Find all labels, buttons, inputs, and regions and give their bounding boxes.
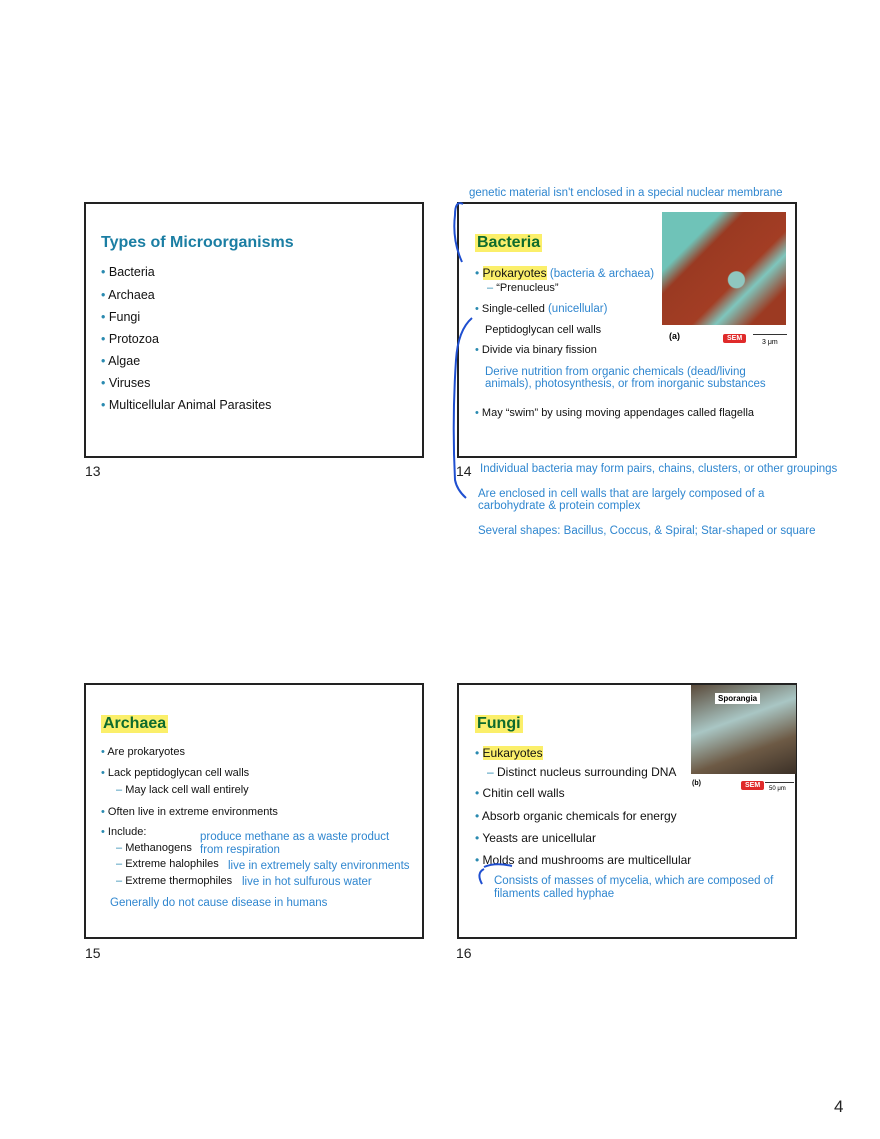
list-subitem: – Extreme thermophiles	[116, 875, 232, 887]
image-label: (a)	[669, 331, 680, 341]
image-caption: Sporangia	[715, 693, 760, 704]
slide-number: 15	[85, 945, 101, 961]
annotation: Are enclosed in cell walls that are largely composed of a carbohydrate & protein complex	[478, 488, 765, 512]
sem-badge: SEM	[741, 781, 764, 790]
list-subitem: – Methanogens	[116, 842, 192, 854]
list-item: • May “swim” by using moving appendages called flagella	[475, 407, 754, 419]
eukaryotes-text: Eukaryotes	[482, 746, 543, 760]
scale-label: 3 μm	[762, 339, 778, 346]
list-item: • Lack peptidoglycan cell walls	[101, 767, 249, 779]
image-label: (b)	[692, 780, 701, 787]
annotation: (unicellular)	[547, 303, 608, 315]
list-item: • Include:	[101, 826, 146, 838]
list-subitem: – “Prenucleus”	[487, 282, 559, 294]
sem-badge: SEM	[723, 334, 746, 343]
list-item: • Chitin cell walls	[475, 786, 565, 800]
list-subitem: – Distinct nucleus surrounding DNA	[487, 765, 676, 779]
slide-title: Archaea	[103, 715, 167, 732]
annotation: live in extremely salty environments	[228, 860, 410, 872]
page-number: 4	[834, 1097, 844, 1116]
list-item: • Algae	[101, 354, 140, 368]
annotation-nuclear-membrane: genetic material isn't enclosed in a special nuclear membrane	[469, 187, 783, 199]
list-item: • Protozoa	[101, 332, 159, 346]
annotation: live in hot sulfurous water	[242, 876, 372, 888]
list-item: • Divide via binary fission	[475, 344, 597, 356]
list-item: • Yeasts are unicellular	[475, 831, 596, 845]
list-item: Single-celled	[481, 303, 545, 315]
list-item: • Are prokaryotes	[101, 746, 185, 758]
annotation: produce methane as a waste product from respiration	[200, 831, 390, 856]
list-item: • Archaea	[101, 288, 155, 302]
scale-label: 50 μm	[769, 786, 786, 792]
list-item: • Multicellular Animal Parasites	[101, 398, 271, 412]
slide-title: Fungi	[477, 715, 521, 732]
list-item: • Molds and mushrooms are multicellular	[475, 853, 691, 867]
pen-bracket	[454, 318, 472, 498]
pen-bracket	[479, 864, 512, 884]
pen-bracket	[454, 203, 463, 262]
list-subitem: – May lack cell wall entirely	[116, 784, 249, 796]
prokaryotes-text: Prokaryotes	[482, 266, 547, 280]
list-item: • Absorb organic chemicals for energy	[475, 809, 677, 823]
slide-number: 16	[456, 945, 472, 961]
annotation: Generally do not cause disease in humans	[110, 897, 328, 909]
list-item: • Bacteria	[101, 265, 155, 279]
slide-title: Bacteria	[477, 234, 541, 251]
annotation: Consists of masses of mycelia, which are composed of filaments called hyphae	[494, 875, 774, 900]
list-item: • Fungi	[101, 310, 140, 324]
list-item: • Viruses	[101, 376, 150, 390]
annotation: Individual bacteria may form pairs, chains, clusters, or other groupings	[480, 463, 838, 475]
slide-title: Types of Microorganisms	[101, 234, 294, 251]
slide-number: 14	[456, 463, 472, 479]
list-item: Peptidoglycan cell walls	[485, 324, 602, 336]
list-subitem: – Extreme halophiles	[116, 858, 219, 870]
annotation: Several shapes: Bacillus, Coccus, & Spiral; Star-shaped or square	[478, 525, 816, 537]
annotation-nutrition: Derive nutrition from organic chemicals (dead/living animals), photosynthesis, or from inorganic substances	[485, 366, 766, 390]
annotation: (bacteria & archaea)	[549, 268, 655, 280]
slide-number: 13	[85, 463, 101, 479]
list-item: • Often live in extreme environments	[101, 806, 278, 818]
